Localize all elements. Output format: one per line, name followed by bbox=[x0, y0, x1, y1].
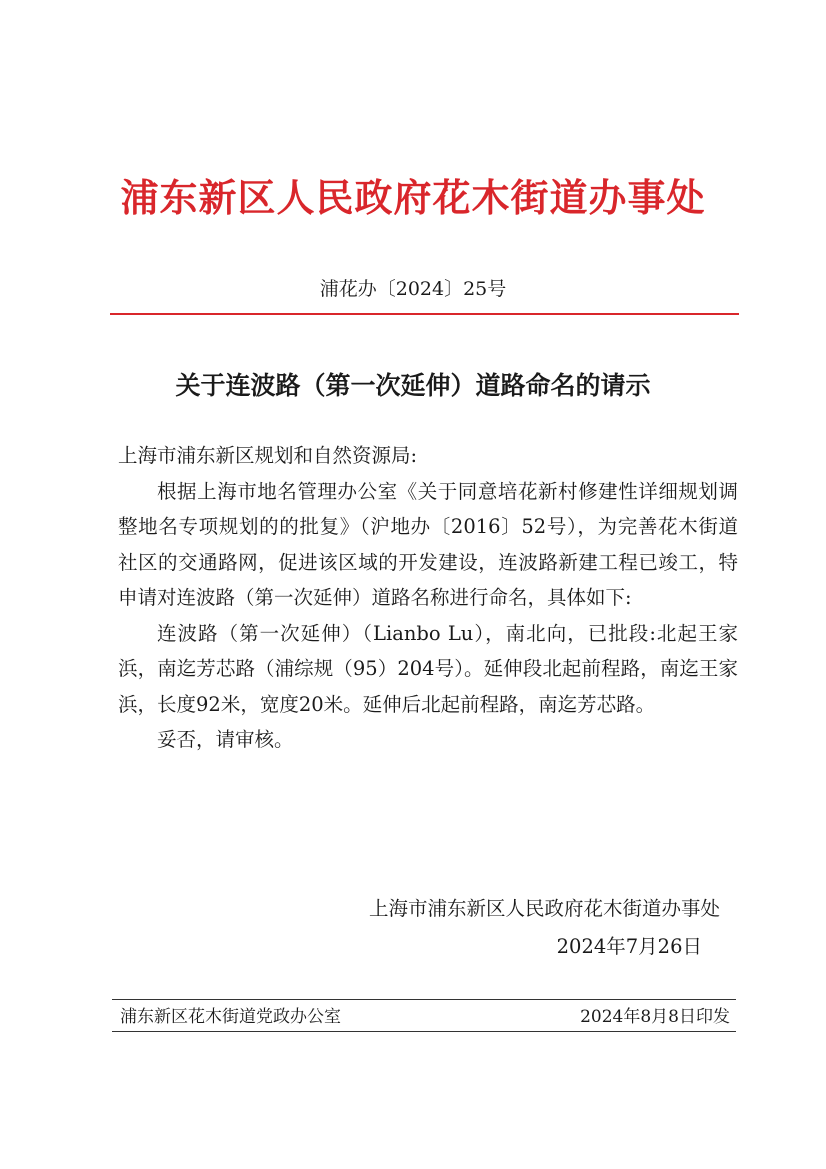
addressee: 上海市浦东新区规划和自然资源局: bbox=[118, 444, 418, 467]
footer-print-date: 2024年8月8日印发 bbox=[580, 1007, 730, 1027]
document-title: 关于连波路（第一次延伸）道路命名的请示 bbox=[175, 371, 651, 400]
body-paragraph-3: 妥否，请审核。 bbox=[157, 728, 294, 751]
footer-issuer: 浦东新区花木街道党政办公室 bbox=[120, 1007, 341, 1027]
body-paragraph-2: 连波路（第一次延伸）（Lianbo Lu），南北向，已批段:北起王家浜，南迄芳芯路（浦综规（95）204号）。延伸段北起前程路，南迄王家浜，长度92米，宽度20米。延伸后北起前程路，南迄芳芯路。 bbox=[118, 621, 738, 716]
masthead: 浦东新区人民政府花木街道办事处 bbox=[120, 175, 706, 220]
document-body bbox=[118, 438, 738, 758]
signature-date: 2024年7月26日 bbox=[556, 935, 702, 958]
signature-block bbox=[300, 890, 720, 966]
body-paragraph-1: 根据上海市地名管理办公室《关于同意培花新村修建性详细规划调整地名专项规划的的批复》（沪地办〔2016〕52号），为完善花木街道社区的交通路网，促进该区域的开发建设，连波路新建工程已竣工，特申请对连波路（第一次延伸）道路名称进行命名，具体如下: bbox=[118, 479, 738, 609]
document-number: 浦花办〔2024〕25号 bbox=[319, 278, 507, 300]
footer-bottom-rule bbox=[112, 1031, 736, 1032]
signature-organization: 上海市浦东新区人民政府花木街道办事处 bbox=[368, 897, 720, 920]
red-divider bbox=[110, 313, 739, 315]
footer-top-rule bbox=[112, 999, 736, 1000]
